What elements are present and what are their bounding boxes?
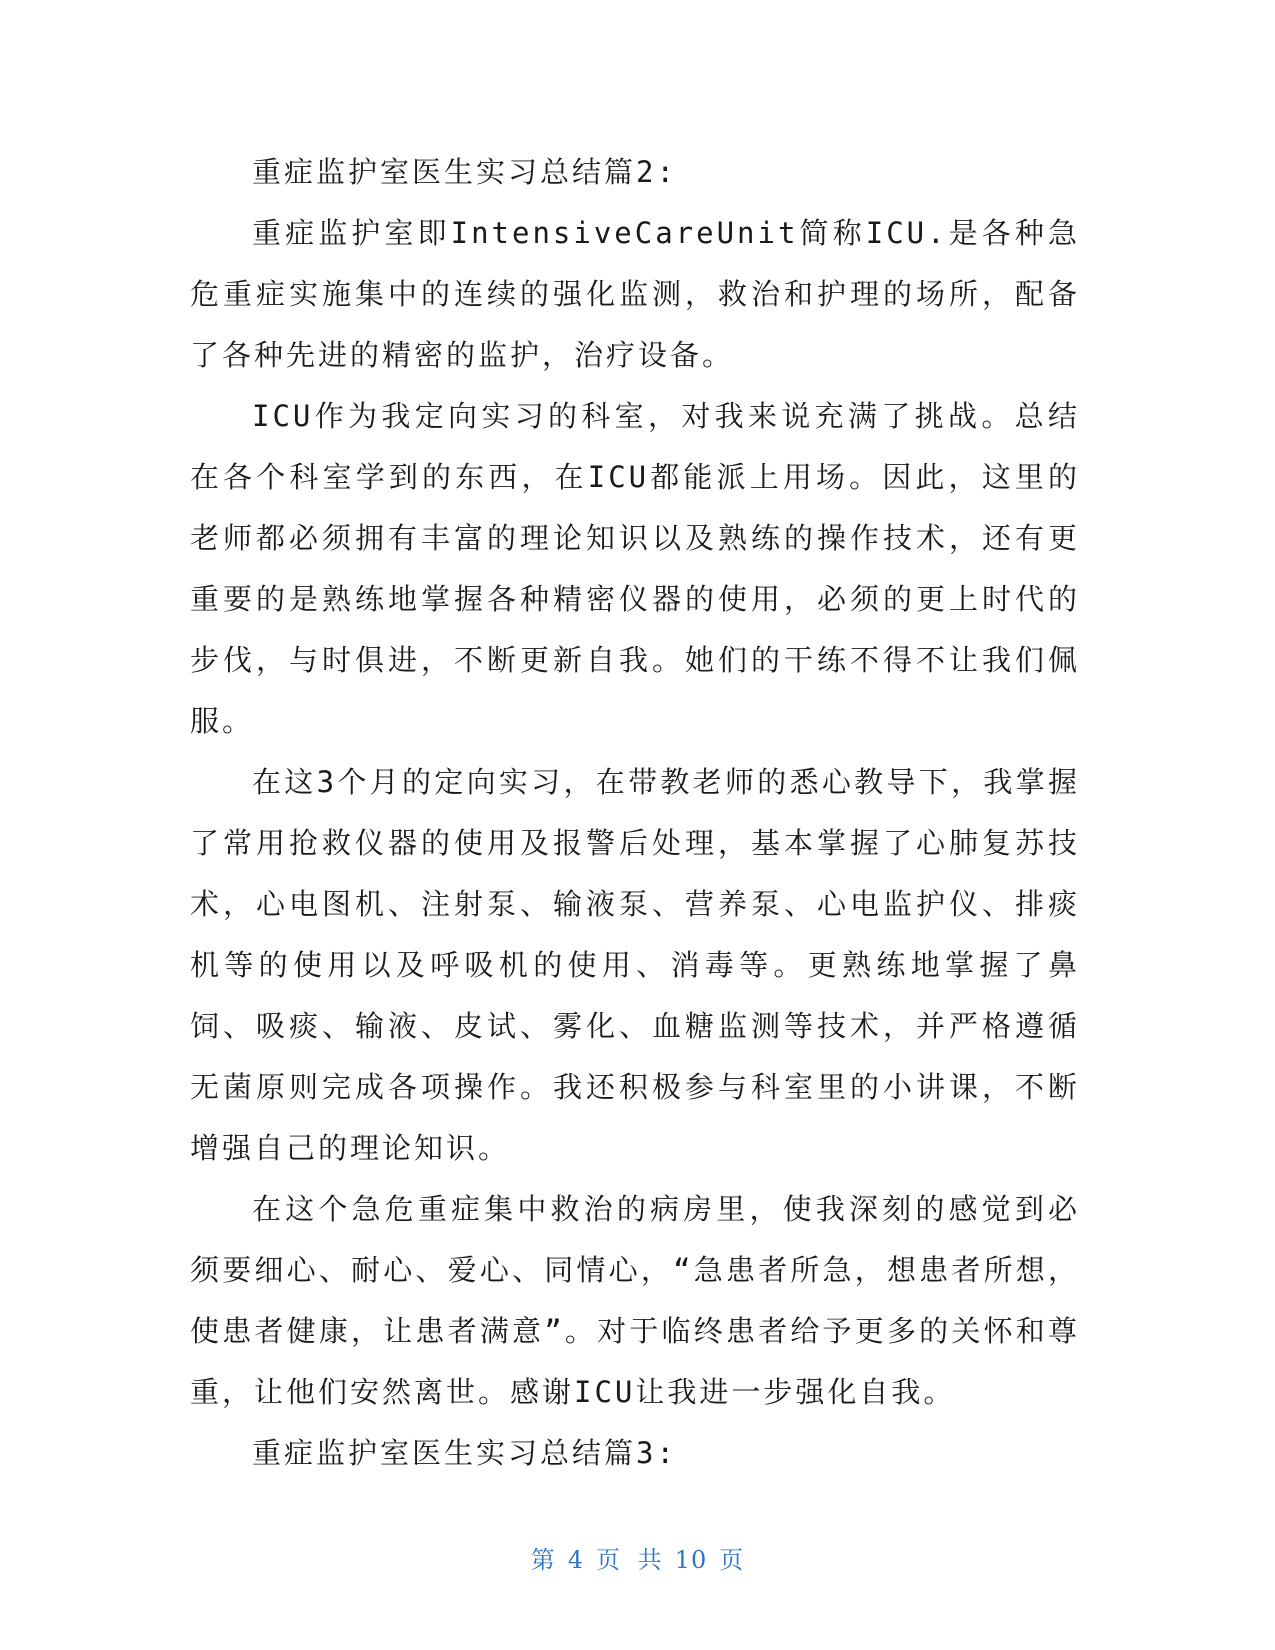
page-number-footer: [0, 1540, 1275, 1575]
section-heading-3: 重症监护室医生实习总结篇3:: [252, 1436, 677, 1470]
paragraph-icu-challenge: ICU作为我定向实习的科室，对我来说充满了挑战。总结在各个科室学到的东西，在ICU都能派上用场。因此，这里的老师都必须拥有丰富的理论知识以及熟练的操作技术，还有更重要的是熟练地掌握各种精密仪器的使用，必须的更上时代的步伐，与时俱进，不断更新自我。她们的干练不得不让我们佩服。: [190, 399, 1080, 738]
paragraph-reflection: 在这个急危重症集中救治的病房里，使我深刻的感觉到必须要细心、耐心、爱心、同情心，“急患者所急，想患者所想，使患者健康，让患者满意”。对于临终患者给予更多的关怀和尊重，让他们安然离世。感谢ICU让我进一步强化自我。: [190, 1192, 1080, 1409]
paragraph-skills-learned: 在这3个月的定向实习，在带教老师的悉心教导下，我掌握了常用抢救仪器的使用及报警后处理，基本掌握了心肺复苏技术，心电图机、注射泵、输液泵、营养泵、心电监护仪、排痰机等的使用以及呼吸机的使用、消毒等。更熟练地掌握了鼻饲、吸痰、输液、皮试、雾化、血糖监测等技术，并严格遵循无菌原则完成各项操作。我还积极参与科室里的小讲课，不断增强自己的理论知识。: [190, 765, 1080, 1165]
footer-total-pages: 10: [674, 1546, 708, 1574]
footer-prefix: 第: [530, 1546, 556, 1574]
document-body: [190, 142, 1080, 1484]
section-heading-2: 重症监护室医生实习总结篇2:: [252, 155, 677, 189]
footer-suffix: 页: [719, 1546, 745, 1574]
footer-middle: 页 共: [596, 1546, 663, 1574]
paragraph-icu-intro: 重症监护室即IntensiveCareUnit简称ICU.是各种急危重症实施集中的连续的强化监测，救治和护理的场所，配备了各种先进的精密的监护，治疗设备。: [190, 216, 1080, 372]
footer-current-page: 4: [567, 1546, 585, 1574]
